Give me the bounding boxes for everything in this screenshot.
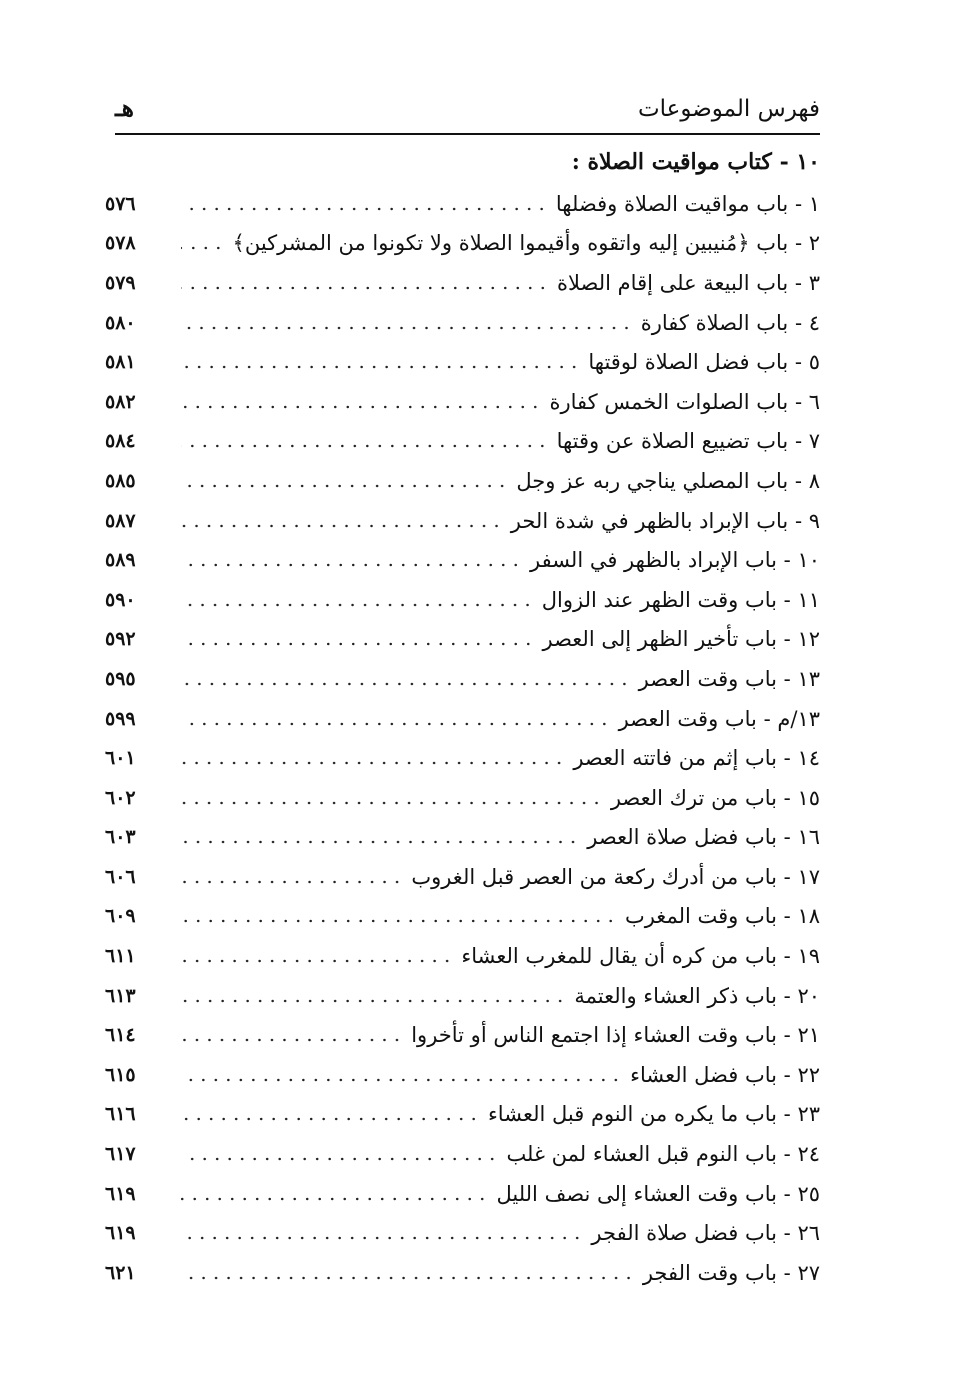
running-title: فهرس الموضوعات (637, 96, 820, 122)
toc-entry-title: ٦ - باب الصلوات الخمس كفارة (549, 389, 820, 414)
toc-entry (105, 620, 820, 660)
toc-entry-title: ١٥ - باب من ترك العصر (610, 785, 820, 810)
toc-entry (105, 936, 820, 976)
toc-entry (105, 342, 820, 382)
toc-entry (105, 184, 820, 224)
toc-entry-title: ٢١ - باب وقت العشاء إذا اجتمع الناس أو تأخروا (411, 1023, 820, 1048)
toc-entry-title: ٢٣ - باب ما يكره من النوم قبل العشاء (487, 1102, 820, 1127)
toc-entry-page-number: ٥٩٢ (105, 628, 136, 651)
toc-entry-title: ١٢ - باب تأخير الظهر إلى العصر (542, 627, 820, 652)
toc-entry-title: ١٧ - باب من أدرك ركعة من العصر قبل الغروب (411, 864, 820, 889)
toc-entry-title: ١٦ - باب فضل صلاة العصر (587, 825, 820, 850)
toc-entry (105, 224, 820, 264)
dot-leader (181, 722, 611, 726)
toc-entry-page-number: ٥٧٩ (105, 271, 136, 294)
dot-leader (181, 1078, 622, 1082)
toc-entry (105, 1095, 820, 1135)
dot-leader (181, 801, 603, 805)
toc-entry-page-number: ٦١٩ (105, 1182, 136, 1205)
dot-leader (181, 1276, 635, 1280)
toc-entry-page-number: ٦١٤ (105, 1024, 136, 1047)
toc-entry-page-number: ٦٠١ (105, 747, 136, 770)
toc-entry-page-number: ٥٨٢ (105, 390, 136, 413)
dot-leader (181, 880, 403, 884)
toc-entry (105, 382, 820, 422)
toc-entry-page-number: ٦٠٦ (105, 865, 136, 888)
toc-entry-title: ٧ - باب تضييع الصلاة عن وقتها (556, 429, 820, 454)
toc-entry-title: ٩ - باب الإبراد بالظهر في شدة الحر (510, 508, 820, 533)
table-of-contents (105, 184, 820, 1293)
toc-entry-title: ٣ - باب البيعة على إقام الصلاة (557, 270, 820, 295)
toc-entry (105, 699, 820, 739)
dot-leader (181, 1038, 403, 1042)
dot-leader (181, 603, 534, 607)
toc-entry-page-number: ٦١٦ (105, 1103, 136, 1126)
dot-leader (181, 1236, 583, 1240)
page-header (115, 92, 820, 132)
toc-entry-page-number: ٥٩٠ (105, 588, 136, 611)
dot-leader (181, 1197, 488, 1201)
dot-leader (181, 1117, 480, 1121)
toc-entry-title: ١٣ - باب وقت العصر (638, 666, 820, 691)
page-number-letter: هـ (115, 95, 134, 122)
dot-leader (181, 761, 565, 765)
toc-entry (105, 738, 820, 778)
section-heading: ١٠ - كتاب مواقيت الصلاة : (571, 149, 820, 175)
dot-leader (181, 246, 225, 250)
toc-entry-page-number: ٦١٥ (105, 1063, 136, 1086)
toc-entry-page-number: ٥٨٥ (105, 469, 136, 492)
toc-entry (105, 1213, 820, 1253)
toc-entry-title: ١ - باب مواقيت الصلاة وفضلها (555, 191, 820, 216)
dot-leader (181, 999, 566, 1003)
dot-leader (181, 1157, 498, 1161)
toc-entry-title: ٢٧ - باب وقت الفجر (642, 1260, 820, 1285)
toc-entry-page-number: ٥٨١ (105, 351, 136, 374)
toc-entry-page-number: ٥٨٧ (105, 509, 136, 532)
toc-entry-title: ٤ - باب الصلاة كفارة (640, 310, 820, 335)
toc-entry-title: ١٨ - باب وقت المغرب (624, 904, 820, 929)
dot-leader (181, 682, 631, 686)
toc-entry-page-number: ٥٩٩ (105, 707, 136, 730)
toc-entry (105, 1134, 820, 1174)
toc-entry (105, 659, 820, 699)
dot-leader (181, 405, 542, 409)
toc-entry-page-number: ٦١٩ (105, 1222, 136, 1245)
dot-leader (181, 642, 535, 646)
toc-entry (105, 818, 820, 858)
toc-entry (105, 540, 820, 580)
toc-entry-title: ٢٢ - باب فضل العشاء (630, 1062, 820, 1087)
dot-leader (181, 207, 548, 211)
dot-leader (181, 524, 503, 528)
toc-entry (105, 501, 820, 541)
dot-leader (181, 563, 522, 567)
header-rule (115, 133, 820, 135)
toc-entry-title: ٢ - باب ﴿مُنيبين إليه واتقوه وأقيموا الصلاة ولا تكونوا من المشركين﴾ (232, 231, 820, 256)
toc-entry (105, 1015, 820, 1055)
toc-entry-page-number: ٦٠٢ (105, 786, 136, 809)
dot-leader (181, 840, 579, 844)
toc-entry-page-number: ٦١٣ (105, 984, 136, 1007)
toc-entry (105, 422, 820, 462)
toc-entry (105, 580, 820, 620)
toc-entry-page-number: ٥٨٤ (105, 430, 136, 453)
toc-entry-page-number: ٥٨٩ (105, 549, 136, 572)
toc-entry-title: ١٩ - باب من كره أن يقال للمغرب العشاء (461, 944, 820, 969)
toc-entry (105, 857, 820, 897)
toc-entry-page-number: ٦٠٣ (105, 826, 136, 849)
toc-entry (105, 263, 820, 303)
dot-leader (181, 484, 508, 488)
toc-entry (105, 1174, 820, 1214)
toc-entry-title: ٢٥ - باب وقت العشاء إلى نصف الليل (496, 1181, 820, 1206)
toc-entry (105, 778, 820, 818)
toc-entry-title: ٢٤ - باب النوم قبل العشاء لمن غلب (506, 1142, 820, 1167)
toc-entry-title: ٢٦ - باب فضل صلاة الفجر (591, 1221, 820, 1246)
dot-leader (181, 959, 453, 963)
toc-entry (105, 303, 820, 343)
toc-entry-title: ١٣/م - باب وقت العصر (618, 706, 820, 731)
toc-entry (105, 1055, 820, 1095)
toc-entry-title: ١٤ - باب إثم من فاتته العصر (573, 746, 820, 771)
toc-entry-page-number: ٥٨٠ (105, 311, 136, 334)
dot-leader (181, 919, 617, 923)
toc-entry (105, 897, 820, 937)
toc-entry (105, 1253, 820, 1293)
dot-leader (181, 326, 633, 330)
toc-entry-page-number: ٦٠٩ (105, 905, 136, 928)
toc-entry-title: ١١ - باب وقت الظهر عند الزوال (541, 587, 820, 612)
dot-leader (181, 444, 549, 448)
toc-entry-title: ٢٠ - باب ذكر العشاء والعتمة (574, 983, 820, 1008)
toc-entry (105, 461, 820, 501)
toc-entry (105, 976, 820, 1016)
dot-leader (181, 365, 580, 369)
toc-entry-title: ٨ - باب المصلي يناجي ربه عز وجل (516, 468, 820, 493)
toc-entry-page-number: ٥٩٥ (105, 667, 136, 690)
toc-entry-title: ٥ - باب فضل الصلاة لوقتها (588, 350, 820, 375)
toc-entry-page-number: ٥٧٨ (105, 232, 136, 255)
toc-entry-page-number: ٦١٧ (105, 1143, 136, 1166)
dot-leader (181, 286, 549, 290)
toc-entry-page-number: ٦٢١ (105, 1261, 136, 1284)
toc-entry-page-number: ٦١١ (105, 945, 136, 968)
toc-entry-page-number: ٥٧٦ (105, 192, 136, 215)
toc-entry-title: ١٠ - باب الإبراد بالظهر في السفر (529, 548, 820, 573)
